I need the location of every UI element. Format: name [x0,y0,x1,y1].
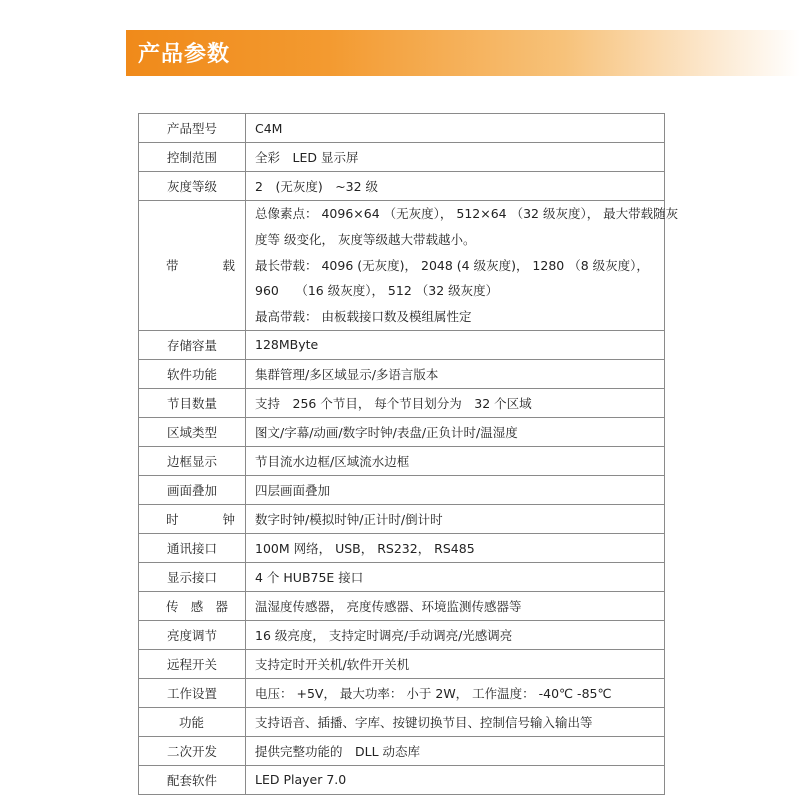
section-title: 产品参数 [138,42,231,67]
table-row [139,446,665,475]
table-row [139,388,665,417]
param-label-text: 传 感 器 [166,598,228,614]
product-params-table [138,113,679,795]
param-value: LED Player 7.0 [246,765,665,794]
param-label: 灰度等级 [139,172,246,201]
param-value: 四层画面叠加 [246,475,665,504]
param-label: 显示接口 [139,562,246,591]
param-label: 存储容量 [139,330,246,359]
param-value: 支持定时开关机/软件开关机 [246,649,665,678]
param-value: 节目流水边框/区域流水边框 [246,446,665,475]
table-row [139,201,665,331]
load-line: 最高带载： 由板载接口数及模组属性定 [255,309,472,325]
param-value: 支持 256 个节目， 每个节目划分为 32 个区域 [246,388,665,417]
param-label: 区域类型 [139,417,246,446]
load-line: 960 （16 级灰度）， 512 （32 级灰度） [255,283,499,299]
param-value: 支持语音、插播、字库、按键切换节目、控制信号输入输出等 [246,707,665,736]
param-label: 节目数量 [139,388,246,417]
table-row [139,562,665,591]
param-label: 工作设置 [139,678,246,707]
param-label: 画面叠加 [139,475,246,504]
section-header-banner [126,30,800,76]
param-label: 软件功能 [139,359,246,388]
param-value: 集群管理/多区域显示/多语言版本 [246,359,665,388]
param-value: 4 个 HUB75E 接口 [246,562,665,591]
param-label: 边框显示 [139,446,246,475]
param-label: 亮度调节 [139,620,246,649]
table-row [139,114,665,143]
table-row [139,533,665,562]
param-label-text: 功能 [179,714,205,730]
param-value: 图文/字幕/动画/数字时钟/表盘/正负计时/温湿度 [246,417,665,446]
param-label: 产品型号 [139,114,246,143]
table-row [139,678,665,707]
param-label: 通讯接口 [139,533,246,562]
table-row [139,475,665,504]
table-row [139,330,665,359]
param-value: 电压： +5V， 最大功率： 小于 2W， 工作温度： -40℃ -85℃ [246,678,665,707]
table-row [139,591,665,620]
load-line: 最长带载： 4096 (无灰度)， 2048 (4 级灰度)， 1280 （8 级灰度）， [255,257,649,273]
param-label [139,201,246,331]
table-row [139,143,665,172]
table-row [139,649,665,678]
param-value: C4M [246,114,665,143]
param-value: 16 级亮度， 支持定时调亮/手动调亮/光感调亮 [246,620,665,649]
table-row [139,736,665,765]
param-label [139,707,246,736]
param-label: 控制范围 [139,143,246,172]
param-label [139,504,246,533]
param-value: 数字时钟/模拟时钟/正计时/倒计时 [246,504,665,533]
param-value: 100M 网络， USB， RS232， RS485 [246,533,665,562]
table-row [139,765,665,794]
param-value: 提供完整功能的 DLL 动态库 [246,736,665,765]
param-label-text: 带 载 [166,258,235,274]
param-value: 全彩 LED 显示屏 [246,143,665,172]
table-row [139,620,665,649]
param-label: 配套软件 [139,765,246,794]
table-row [139,417,665,446]
table-row [139,172,665,201]
load-line: 度等 级变化， 灰度等级越大带载越小。 [255,231,476,247]
table-row [139,359,665,388]
load-line: 总像素点： 4096×64 （无灰度）， 512×64 （32 级灰度）， 最大带载随灰 [255,206,679,221]
table-row [139,504,665,533]
param-value: 128MByte [246,330,665,359]
param-value [246,201,679,331]
param-value: 2 (无灰度) ~32 级 [246,172,665,201]
param-label: 二次开发 [139,736,246,765]
param-value: 温湿度传感器， 亮度传感器、环境监测传感器等 [246,591,665,620]
param-label: 远程开关 [139,649,246,678]
param-label-text: 时 钟 [166,511,235,527]
table-row [139,707,665,736]
param-label [139,591,246,620]
